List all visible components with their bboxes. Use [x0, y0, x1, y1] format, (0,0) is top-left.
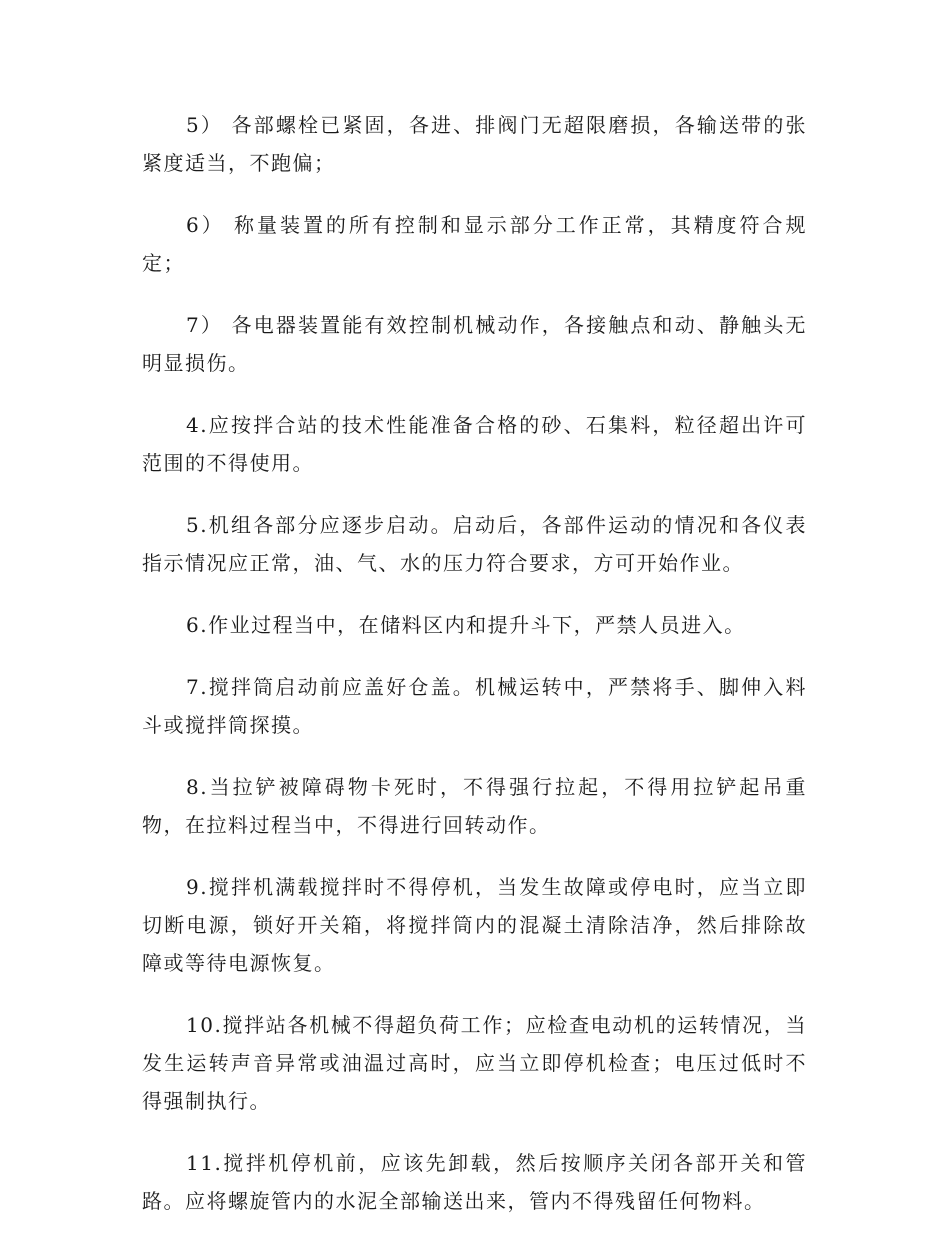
document-body [142, 106, 807, 1244]
paragraph-section-10: 10.搅拌站各机械不得超负荷工作；应检查电动机的运转情况，当发生运转声音异常或油温过高时，应当立即停机检查；电压过低时不得强制执行。 [142, 1013, 807, 1113]
paragraph-section-7: 7.搅拌筒启动前应盖好仓盖。机械运转中，严禁将手、脚伸入料斗或搅拌筒探摸。 [142, 675, 807, 737]
paragraph-section-4: 4.应按拌合站的技术性能准备合格的砂、石集料，粒径超出许可范围的不得使用。 [142, 413, 807, 475]
paragraph-section-6: 6.作业过程当中，在储料区内和提升斗下，严禁人员进入。 [186, 613, 746, 637]
paragraph-section-8: 8.当拉铲被障碍物卡死时，不得强行拉起，不得用拉铲起吊重物，在拉料过程当中，不得进行回转动作。 [142, 775, 807, 837]
paragraph-item-5: 5） 各部螺栓已紧固，各进、排阀门无超限磨损，各输送带的张紧度适当，不跑偏； [142, 113, 807, 175]
paragraph-section-9: 9.搅拌机满载搅拌时不得停机，当发生故障或停电时，应当立即切断电源，锁好开关箱，将搅拌筒内的混凝土清除洁净，然后排除故障或等待电源恢复。 [142, 875, 807, 975]
paragraph-section-5: 5.机组各部分应逐步启动。启动后，各部件运动的情况和各仪表指示情况应正常，油、气、水的压力符合要求，方可开始作业。 [142, 513, 807, 575]
paragraph-item-6: 6） 称量装置的所有控制和显示部分工作正常，其精度符合规定； [142, 213, 807, 275]
paragraph-section-11: 11.搅拌机停机前，应该先卸载，然后按顺序关闭各部开关和管路。应将螺旋管内的水泥全部输送出来，管内不得残留任何物料。 [142, 1151, 807, 1213]
paragraph-item-7: 7） 各电器装置能有效控制机械动作，各接触点和动、静触头无明显损伤。 [142, 313, 807, 375]
